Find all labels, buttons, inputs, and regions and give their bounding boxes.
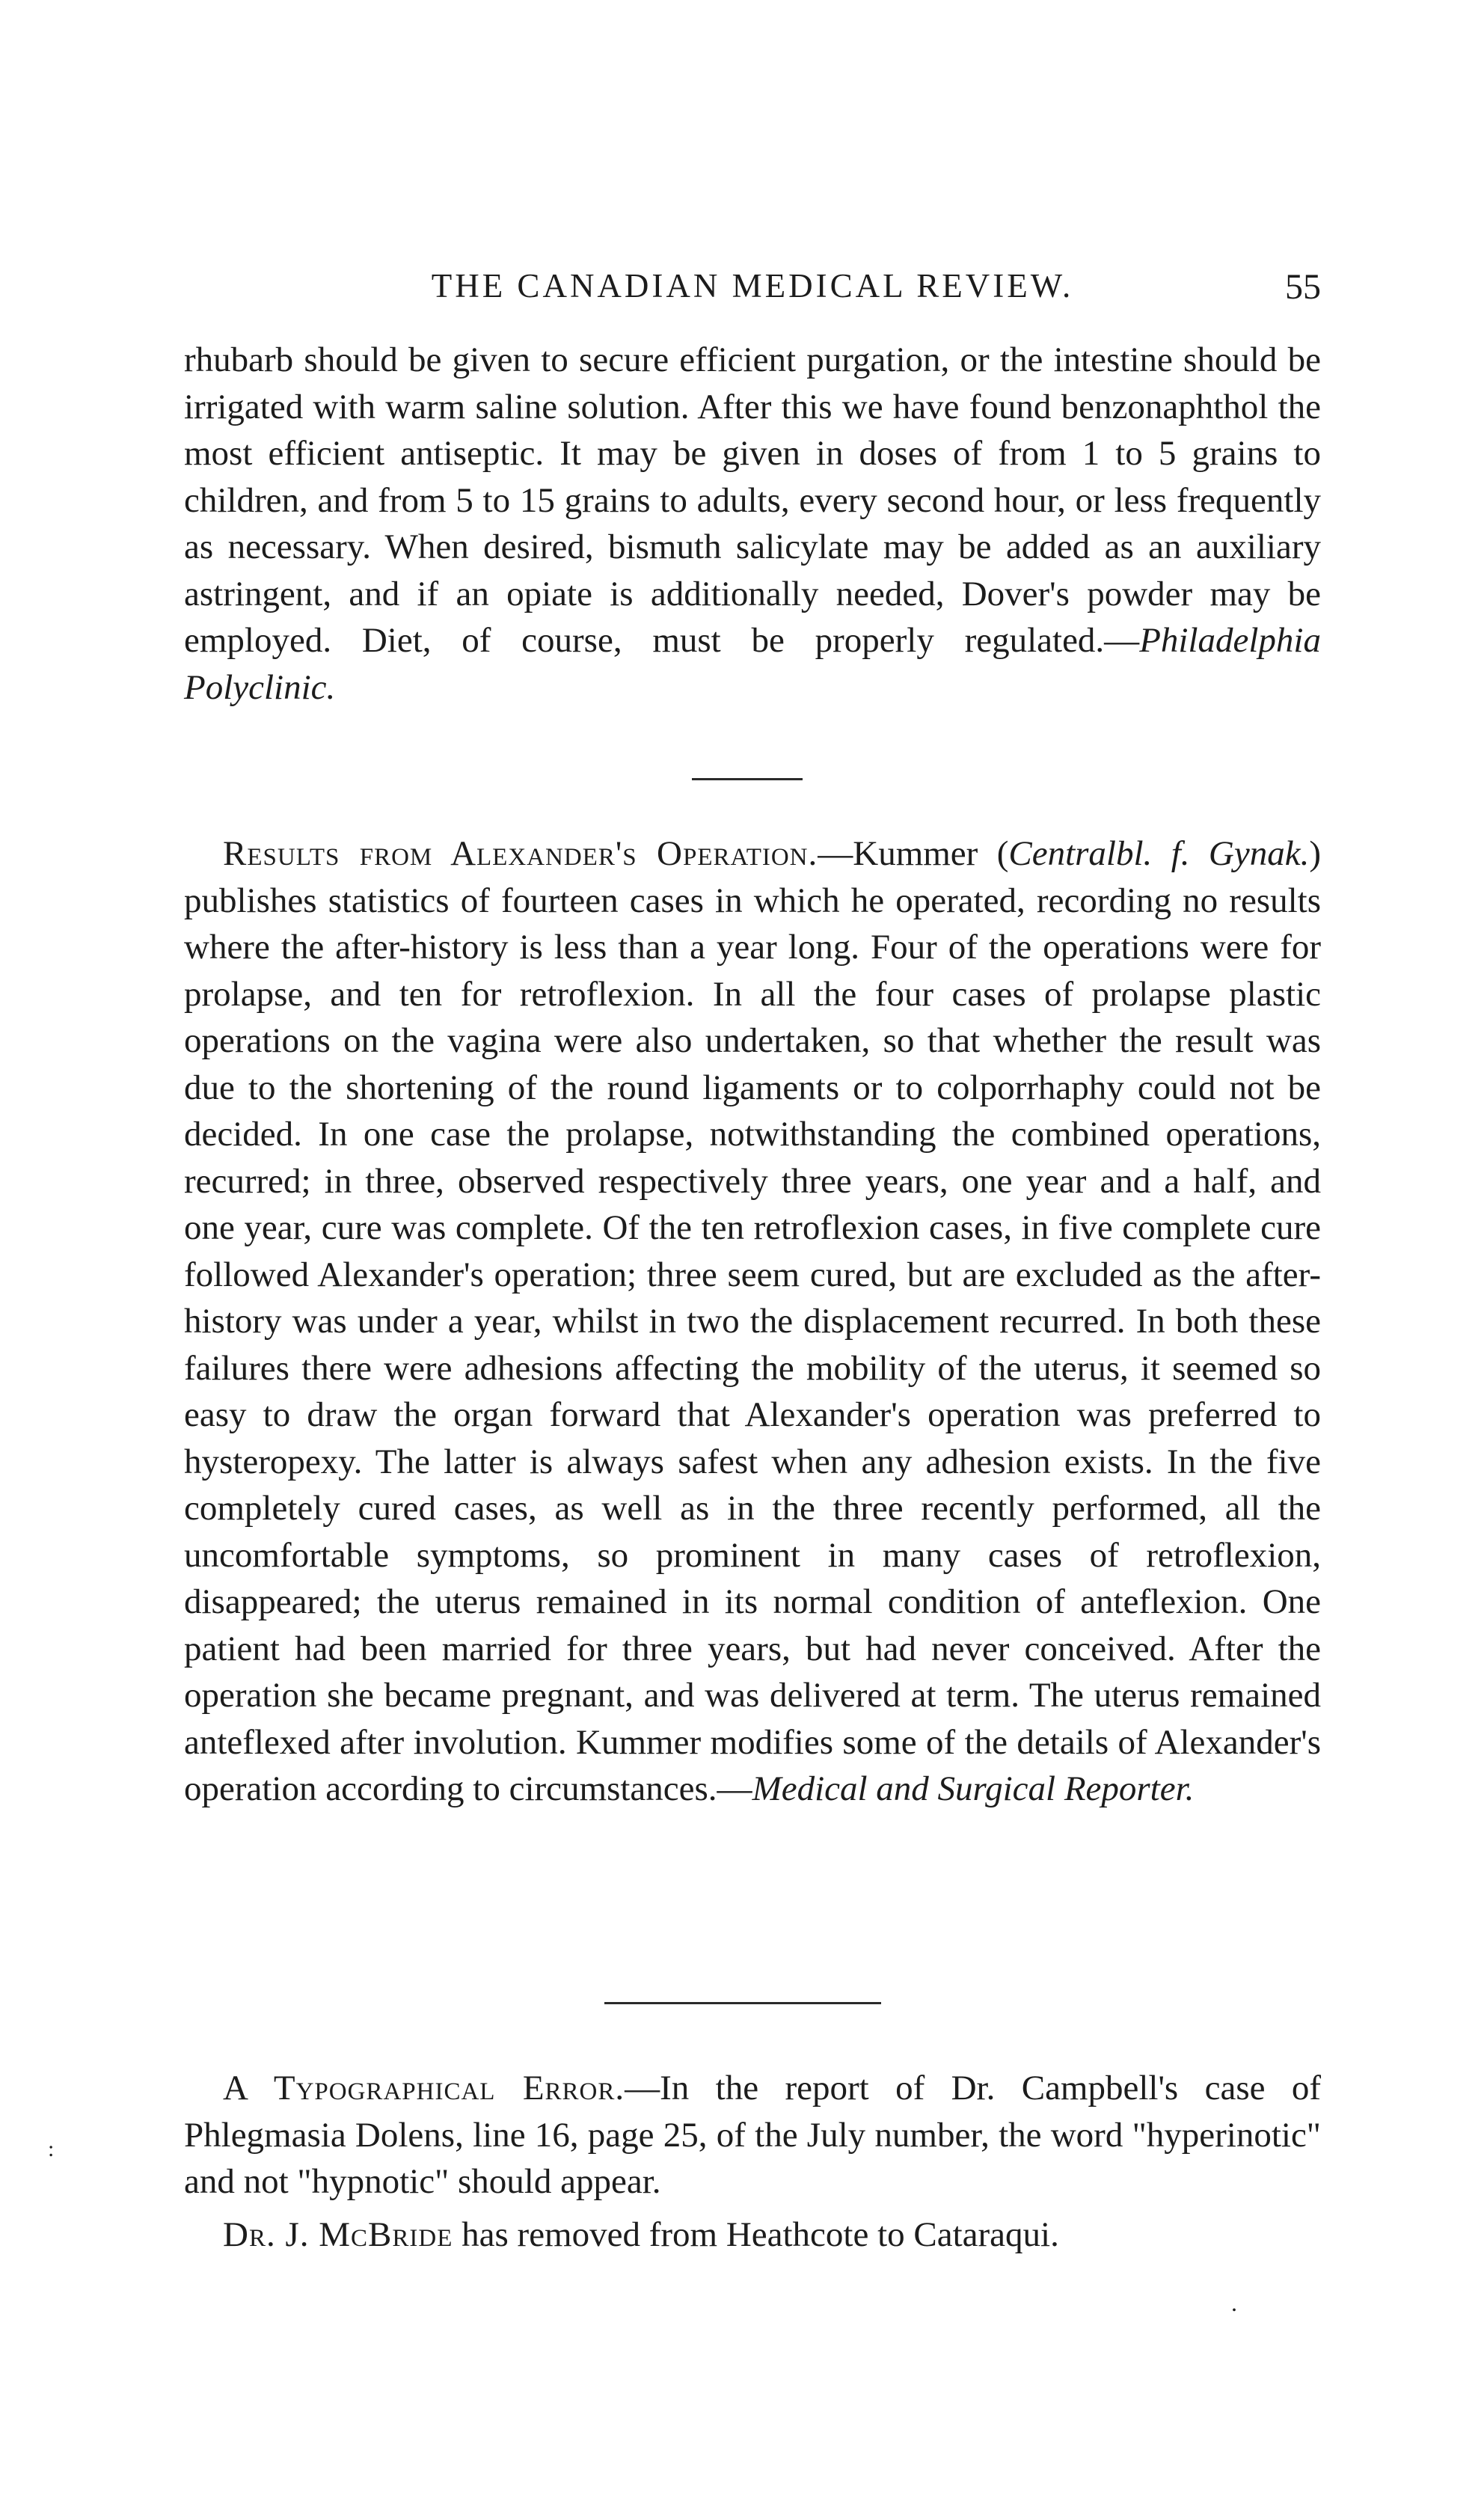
source-citation: Medical and Surgical Reporter.: [752, 1769, 1195, 1808]
paragraph-diet: [184, 337, 1321, 711]
paragraph-text: ) publishes statistics of fourteen cases in which he operated, recording no results where the after-history is less than a year long. Four of the operations were for prolapse, and ten for retroflexion. In all the four cases of prolapse plastic operations on the vagina were also undertaken, so that whether the result was due to the shortening of the round ligaments or to colporrhaphy could not be decided. In one case the prolapse, notwithstanding the combined operations, recurred; in three, observed respectively three years, one year and a half, and one year, cure was complete. Of the ten retroflexion cases, in five complete cure followed Alexander's operation; three seem cured, but are excluded as the after-history was under a year, whilst in two the displacement recurred. In both these failures there were adhesions affecting the mobility of the uterus, it seemed so easy to draw the organ forward that Alexander's operation was preferred to hysteropexy. The latter is always safest when any adhesion exists. In the five completely cured cases, as well as in the three recently performed, all the uncomfortable symptoms, so prominent in many cases of retroflexion, disappeared; the uterus remained in its normal condition of anteflexion. One patient had been married for three years, but had never conceived. After the operation she became pregnant, and was delivered at term. The uterus remained anteflexed after involution. Kummer modifies some of the details of Alexander's operation according to circumstances.—: [184, 834, 1321, 1808]
page-header: [184, 266, 1321, 311]
stray-mark: .: [1231, 2289, 1237, 2316]
paragraph-mcbride: [184, 2211, 1321, 2259]
paragraph-typographical-error: [184, 2065, 1321, 2206]
running-title: THE CANADIAN MEDICAL REVIEW.: [431, 267, 1074, 304]
section-heading: Results from Alexander's Operation.: [223, 834, 818, 873]
paragraph-text: —In the report of Dr. Campbell's case of Phlegmasia Dolens, line 16, page 25, of the July number, the word "hyperinotic" and not "hypnotic" should appear.: [184, 2069, 1321, 2201]
margin-mark: :: [48, 2137, 55, 2161]
paragraph-text: has removed from Heathcote to Cataraqui.: [453, 2215, 1059, 2254]
author-intro: —Kummer (: [818, 834, 1009, 873]
paragraph-alexander-operation: [184, 830, 1321, 1813]
source-citation: Philadelphia Polyclinic.: [184, 621, 1321, 707]
section-divider: [692, 778, 803, 780]
section-heading: A Typographical Error.: [223, 2069, 625, 2107]
journal-name: Centralbl. f. Gynak.: [1008, 834, 1310, 873]
section-divider: [604, 2002, 881, 2004]
page-number: 55: [1285, 267, 1321, 307]
paragraph-text: rhubarb should be given to secure efficient purgation, or the intestine should be irrigated with warm saline solution. After this we have found benzonaphthol the most efficient antiseptic. It may be given in doses of from 1 to 5 grains to children, and from 5 to 15 grains to adults, every second hour, or less frequently as necessary. When desired, bismuth salicylate may be added as an auxiliary astringent, and if an opiate is additionally needed, Dover's powder may be employed. Diet, of course, must be properly regulated.—: [184, 340, 1321, 660]
person-name: Dr. J. McBride: [223, 2215, 453, 2254]
